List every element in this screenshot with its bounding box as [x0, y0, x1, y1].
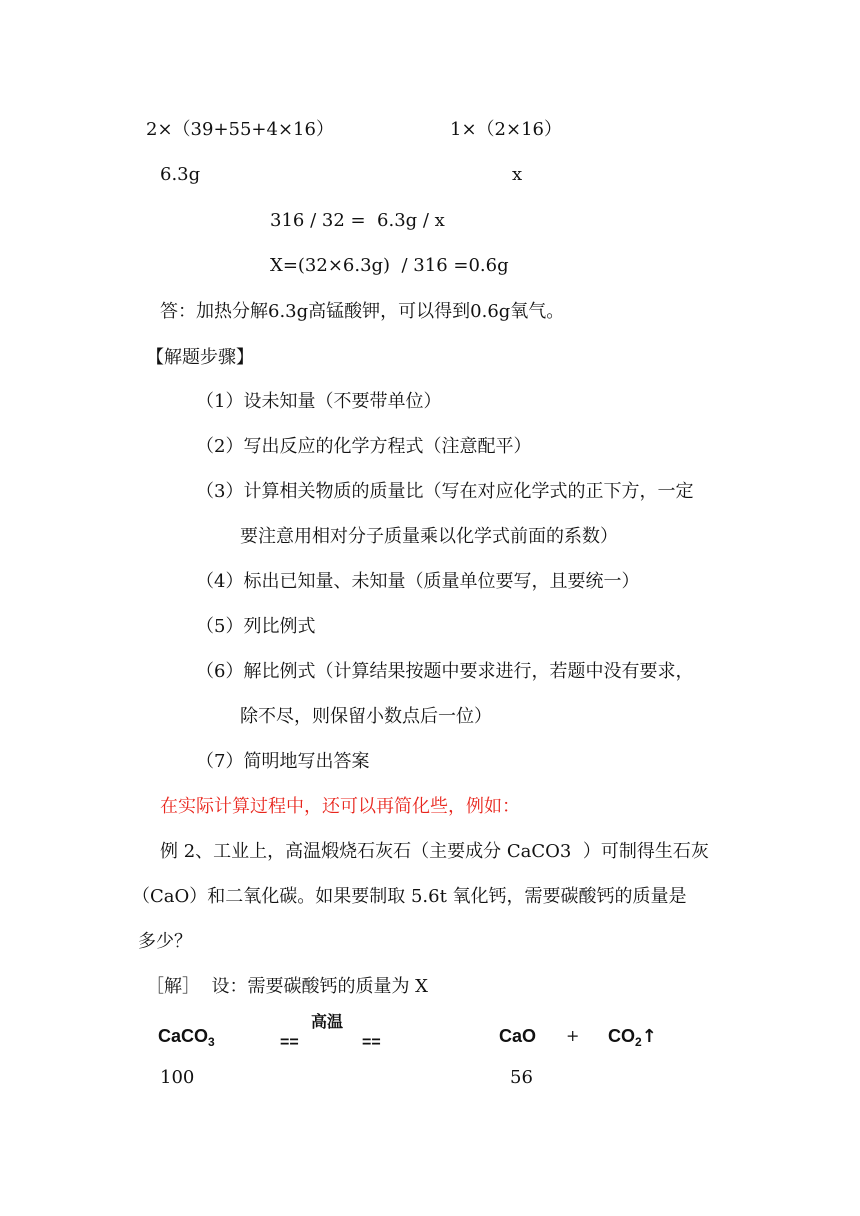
proportion-line: 316 / 32 = 6.3g / x — [270, 210, 445, 231]
example2-line2: （CaO）和二氧化碳。如果要制取 5.6t 氧化钙，需要碳酸钙的质量是 — [132, 886, 687, 907]
equals-left: == — [280, 1034, 299, 1051]
reactant-formula: CaCO$_3$ — [158, 1026, 215, 1049]
calc-row1-left: 2×（39+55+4×16） — [146, 119, 334, 140]
step-7: （7）简明地写出答案 — [196, 751, 370, 772]
mass-right: 56 — [510, 1067, 533, 1088]
calc-row2-left: 6.3g — [160, 164, 201, 185]
steps-heading: 【解题步骤】 — [146, 347, 254, 368]
answer-line: 答：加热分解6.3g高锰酸钾，可以得到0.6g氧气。 — [160, 301, 565, 322]
step-1: （1）设未知量（不要带单位） — [196, 391, 442, 412]
solution-setup: ［解］ 设：需要碳酸钙的质量为 X — [146, 976, 428, 997]
gas-up-arrow-icon: ↑ — [641, 1026, 657, 1047]
step-3: （3）计算相关物质的质量比（写在对应化学式的正下方，一定 — [196, 481, 694, 502]
plus-sign: + — [566, 1026, 580, 1045]
step-2: （2）写出反应的化学方程式（注意配平） — [196, 436, 532, 457]
simplify-note: 在实际计算过程中，还可以再简化些，例如： — [160, 796, 520, 817]
calc-row1-right: 1×（2×16） — [450, 119, 562, 140]
reaction-condition: 高温 — [311, 1014, 344, 1031]
example2-line3: 多少？ — [138, 931, 192, 952]
example2-line1: 例 2、工业上，高温煅烧石灰石（主要成分 CaCO3 ）可制得生石灰 — [160, 841, 709, 862]
step-4: （4）标出已知量、未知量（质量单位要写，且要统一） — [196, 571, 640, 592]
solve-line: X=(32×6.3g) / 316 =0.6g — [270, 255, 509, 276]
step-5: （5）列比例式 — [196, 616, 316, 637]
step-3-cont: 要注意用相对分子质量乘以化学式前面的系数） — [240, 526, 618, 547]
product1-formula: CaO — [499, 1026, 537, 1046]
equals-right: == — [362, 1034, 381, 1051]
step-6: （6）解比例式（计算结果按题中要求进行，若题中没有要求， — [196, 661, 694, 682]
mass-left: 100 — [160, 1067, 195, 1088]
calc-row2-right: x — [512, 164, 523, 185]
product2-formula: $CO_2↑$ — [608, 1026, 657, 1049]
step-6-cont: 除不尽，则保留小数点后一位） — [240, 706, 492, 727]
